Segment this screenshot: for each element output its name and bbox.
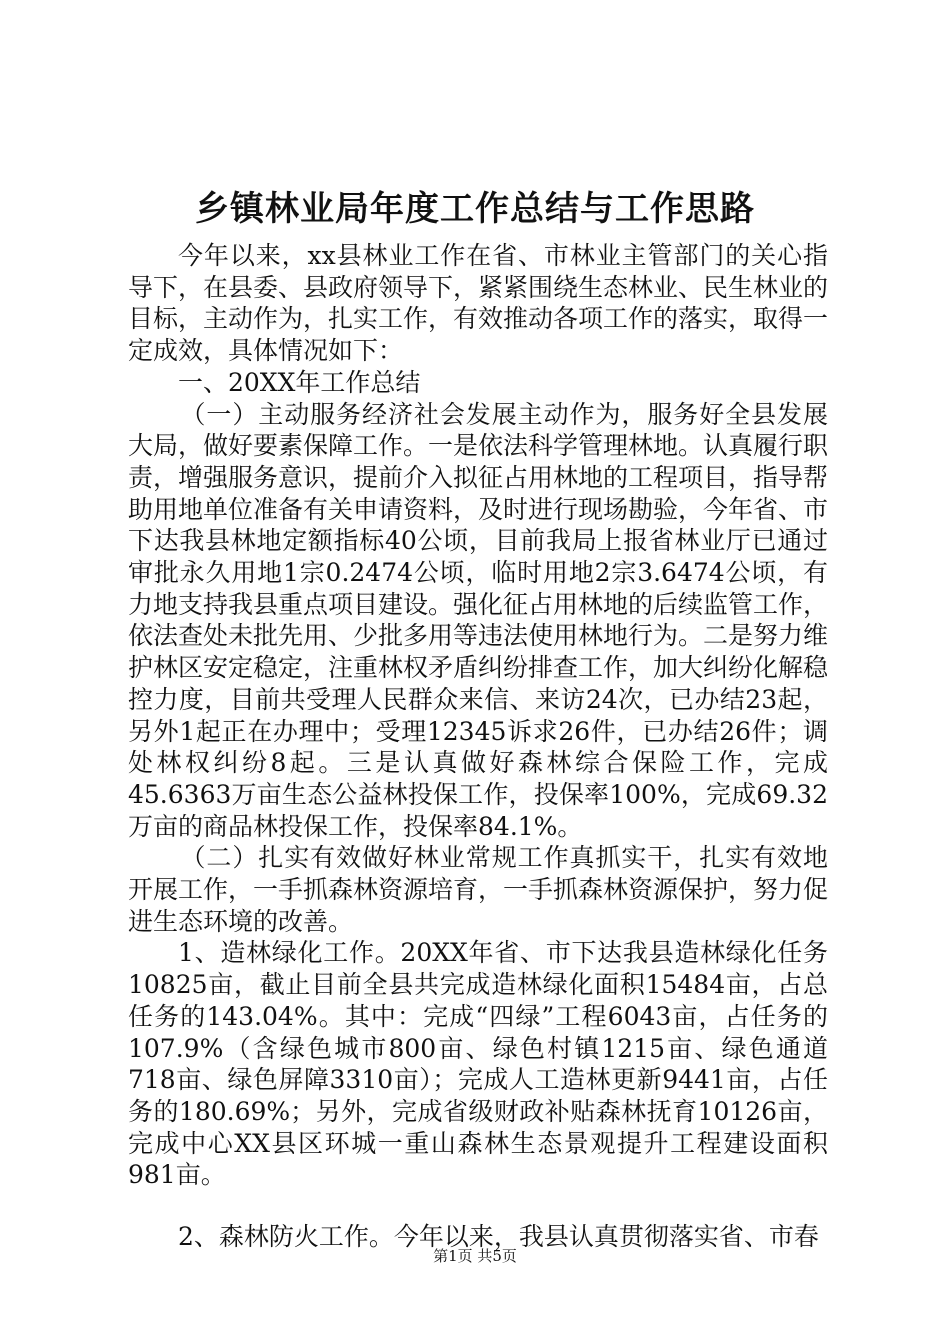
fire-prevention-paragraph: 2、森林防火工作。今年以来，我县认真贯彻落实省、市春	[178, 1222, 819, 1252]
document-body	[128, 240, 828, 1253]
section-heading: 一、20XX年工作总结	[178, 367, 421, 397]
afforestation-paragraph: 1、造林绿化工作。20XX年省、市下达我县造林绿化任务10825亩，截止目前全县共完成造林绿化面积15484亩，占总任务的143.04%。其中：完成“四绿”工程6043亩，占任务的107.9%（含绿色城市800亩、绿色村镇1215亩、绿色通道718亩、绿色屏障3310亩）；完成人工造林更新9441亩，占任务的180.69%；另外，完成省级财政补贴森林抚育10126亩，完成中心XX县区环城一重山森林生态景观提升工程建设面积981亩。	[128, 938, 828, 1190]
intro-paragraph: 今年以来，xx县林业工作在省、市林业主管部门的关心指导下，在县委、县政府领导下，紧紧围绕生态林业、民生林业的目标，主动作为，扎实工作，有效推动各项工作的落实，取得一定成效，具体情况如下：	[128, 241, 829, 366]
subsection-one-paragraph: （一）主动服务经济社会发展主动作为，服务好全县发展大局，做好要素保障工作。一是依法科学管理林地。认真履行职责，增强服务意识，提前介入拟征占用林地的工程项目，指导帮助用地单位准备有关申请资料，及时进行现场勘验，今年省、市下达我县林地定额指标40公顷，目前我局上报省林业厅已通过审批永久用地1宗0.2474公顷，临时用地2宗3.6474公顷，有力地支持我县重点项目建设。强化征占用林地的后续监管工作，依法查处未批先用、少批多用等违法使用林地行为。二是努力维护林区安定稳定，注重林权矛盾纠纷排查工作，加大纠纷化解稳控力度，目前共受理人民群众来信、来访24次，已办结23起，另外1起正在办理中；受理12345诉求26件，已办结26件；调处林权纠纷8起。三是认真做好森林综合保险工作，完成45.6363万亩生态公益林投保工作，投保率100%，完成69.32万亩的商品林投保工作，投保率84.1%。	[128, 399, 829, 841]
subsection-two-paragraph: （二）扎实有效做好林业常规工作真抓实干，扎实有效地开展工作，一手抓森林资源培育，一手抓森林资源保护，努力促进生态环境的改善。	[128, 843, 829, 936]
page-number: 第1页 共5页	[433, 1247, 517, 1265]
document-title: 乡镇林业局年度工作总结与工作思路	[195, 189, 755, 229]
